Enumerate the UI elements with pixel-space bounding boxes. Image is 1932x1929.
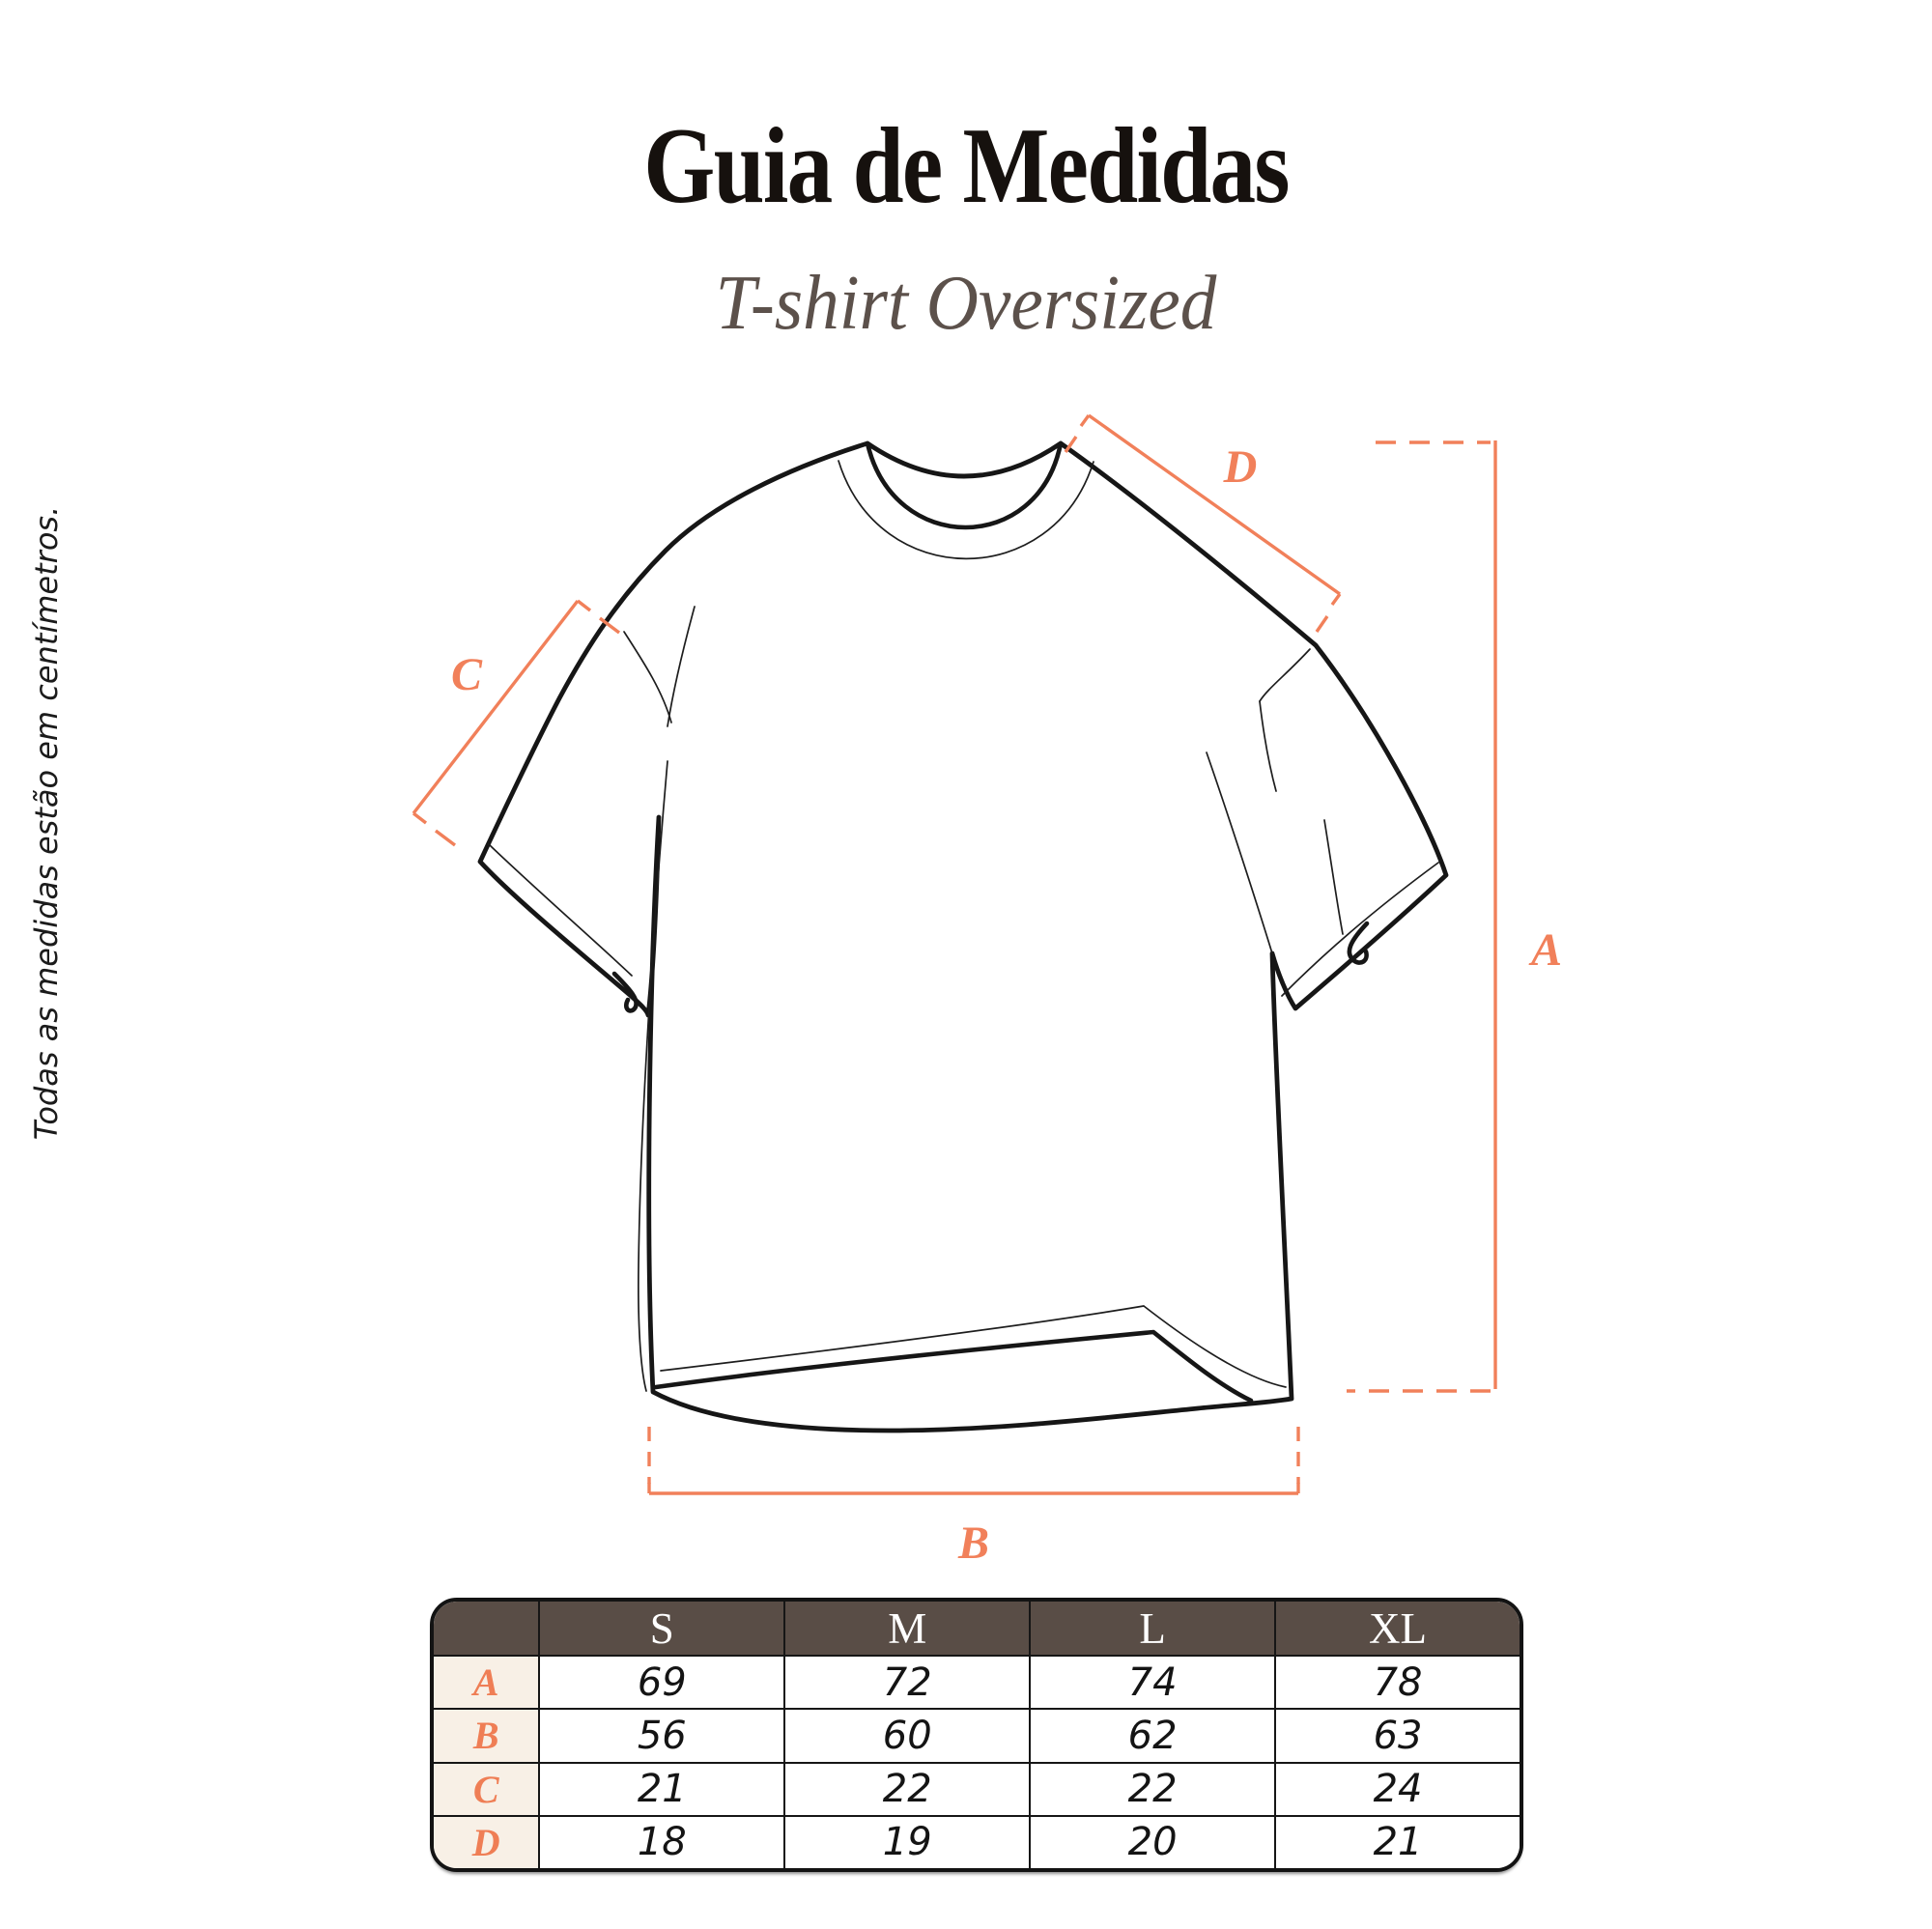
measurement-cell: 60 (784, 1709, 1030, 1762)
dim-label-d: D (1223, 441, 1258, 493)
measurement-cell: 18 (539, 1816, 784, 1869)
table-corner-cell (433, 1601, 539, 1656)
row-label-c: C (433, 1763, 539, 1816)
table-row-d (433, 1816, 1520, 1869)
tshirt-drawing (480, 443, 1446, 1431)
shirt-outline (480, 443, 1446, 1431)
table-row-b (433, 1709, 1520, 1762)
size-header-s: S (539, 1601, 784, 1656)
size-header-m: M (784, 1601, 1030, 1656)
row-label-b: B (433, 1709, 539, 1762)
dim-label-c: C (450, 649, 483, 700)
size-header-l: L (1030, 1601, 1275, 1656)
size-table-header-row (433, 1601, 1520, 1656)
table-row-a (433, 1656, 1520, 1709)
dim-line-b (649, 1483, 1298, 1493)
row-label-a: A (433, 1656, 539, 1709)
measurement-cell: 21 (1275, 1816, 1520, 1869)
measurement-cell: 78 (1275, 1656, 1520, 1709)
measurement-cell: 22 (1030, 1763, 1275, 1816)
size-header-xl: XL (1275, 1601, 1520, 1656)
measurement-cell: 63 (1275, 1709, 1520, 1762)
measurement-cell: 20 (1030, 1816, 1275, 1869)
dim-label-b: B (957, 1518, 990, 1569)
table-row-c (433, 1763, 1520, 1816)
page-title: Guia de Medidas (643, 106, 1289, 226)
page-subtitle: T-shirt Oversized (715, 261, 1217, 346)
measurement-cell: 74 (1030, 1656, 1275, 1709)
measurement-cell: 19 (784, 1816, 1030, 1869)
units-note: Todas as medidas estão em centímetros. (28, 505, 65, 1141)
size-table-grid (432, 1600, 1521, 1870)
row-label-d: D (433, 1816, 539, 1869)
measurement-cell: 62 (1030, 1709, 1275, 1762)
measurement-cell: 21 (539, 1763, 784, 1816)
measurement-cell: 24 (1275, 1763, 1520, 1816)
measurement-cell: 72 (784, 1656, 1030, 1709)
measurement-cell: 22 (784, 1763, 1030, 1816)
measurement-cell: 56 (539, 1709, 784, 1762)
dim-label-a: A (1530, 924, 1563, 976)
measurement-cell: 69 (539, 1656, 784, 1709)
size-table (430, 1598, 1523, 1872)
size-table-body (433, 1656, 1520, 1869)
